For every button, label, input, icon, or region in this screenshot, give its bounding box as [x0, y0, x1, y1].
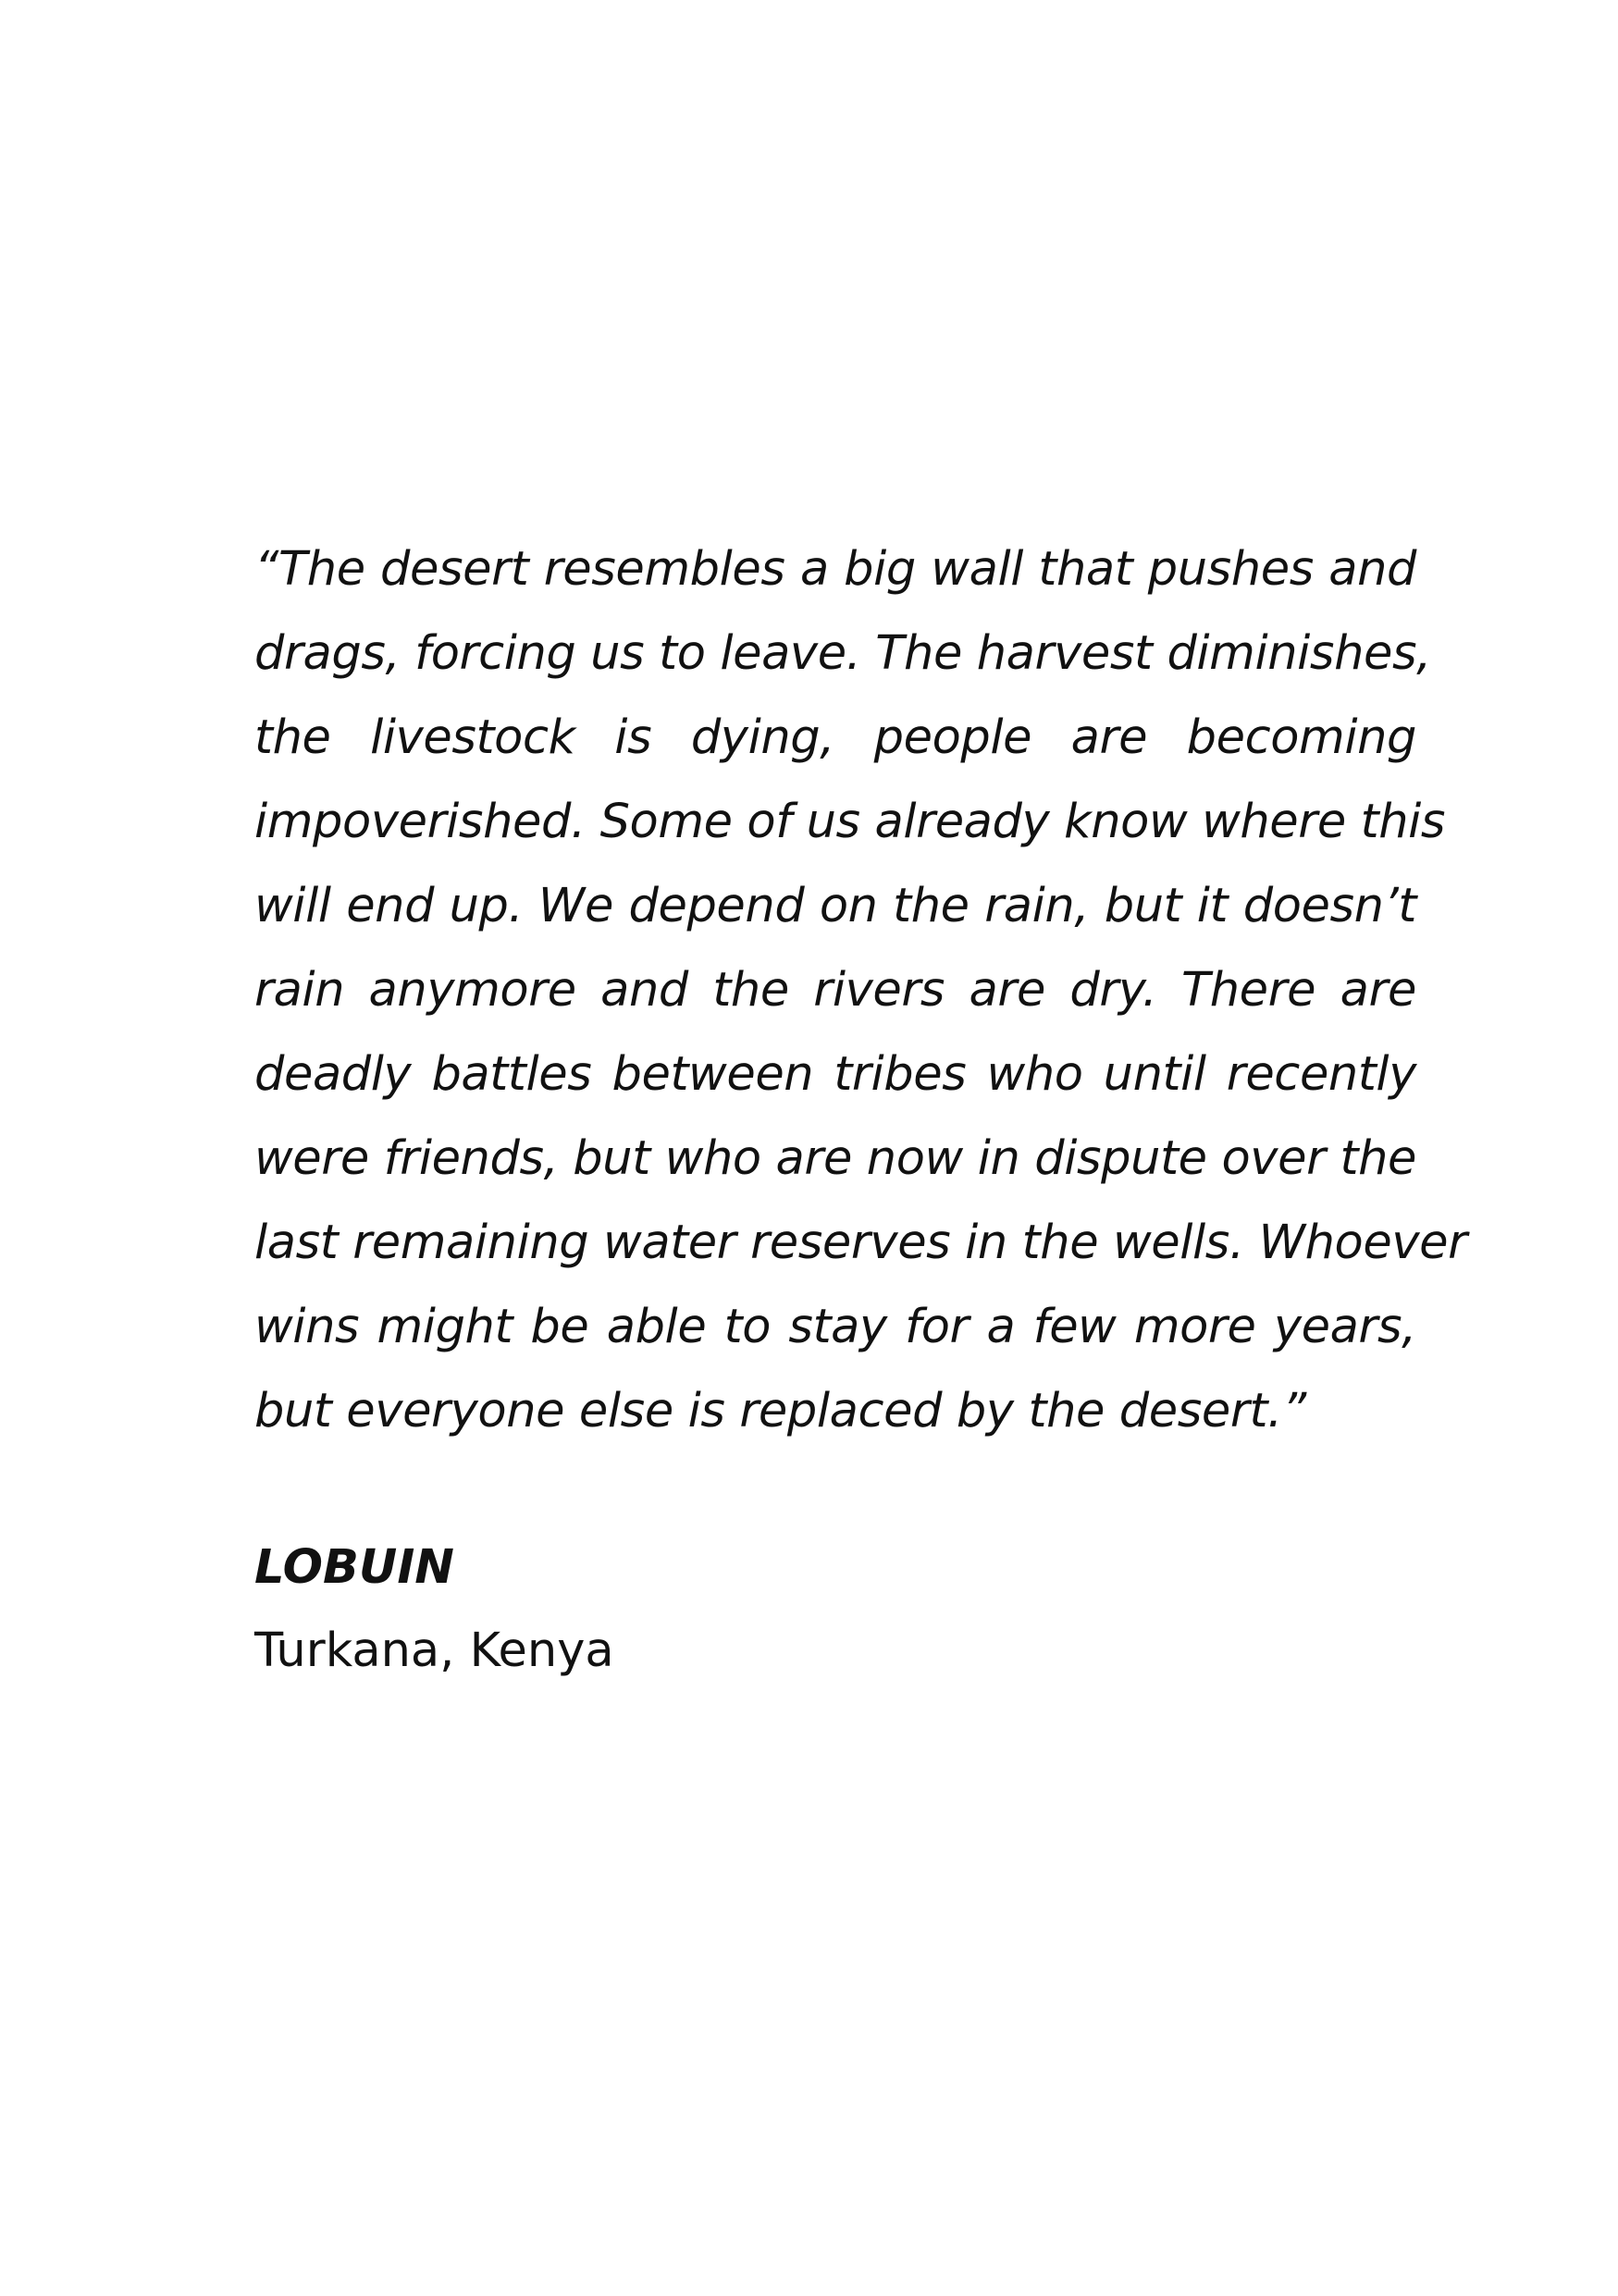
quote-line: rain anymore and the rivers are dry. There are [254, 963, 1416, 1018]
quote-line: will end up. We depend on the rain, but it doesn’t [254, 879, 1416, 933]
quote-line: the livestock is dying, people are becoming [254, 710, 1416, 765]
quote-block [254, 527, 1467, 1453]
quote-line: wins might be able to stay for a few more years, [254, 1300, 1416, 1354]
quote-line: last remaining water reserves in the wells. Whoever [254, 1216, 1467, 1270]
quote-line: drags, forcing us to leave. The harvest diminishes, [254, 626, 1431, 681]
author-location: Turkana, Kenya [254, 1623, 614, 1678]
quote-line: “The desert resembles a big wall that pushes and [254, 542, 1416, 597]
quote-line: were friends, but who are now in dispute over the [254, 1131, 1416, 1186]
author-name: LOBUIN [254, 1540, 454, 1595]
quote-line: but everyone else is replaced by the desert.” [254, 1384, 1306, 1438]
attribution [254, 1526, 1416, 1693]
quote-line: impoverished. Some of us already know where this [254, 795, 1446, 849]
quote-line: deadly battles between tribes who until recently [254, 1047, 1416, 1102]
